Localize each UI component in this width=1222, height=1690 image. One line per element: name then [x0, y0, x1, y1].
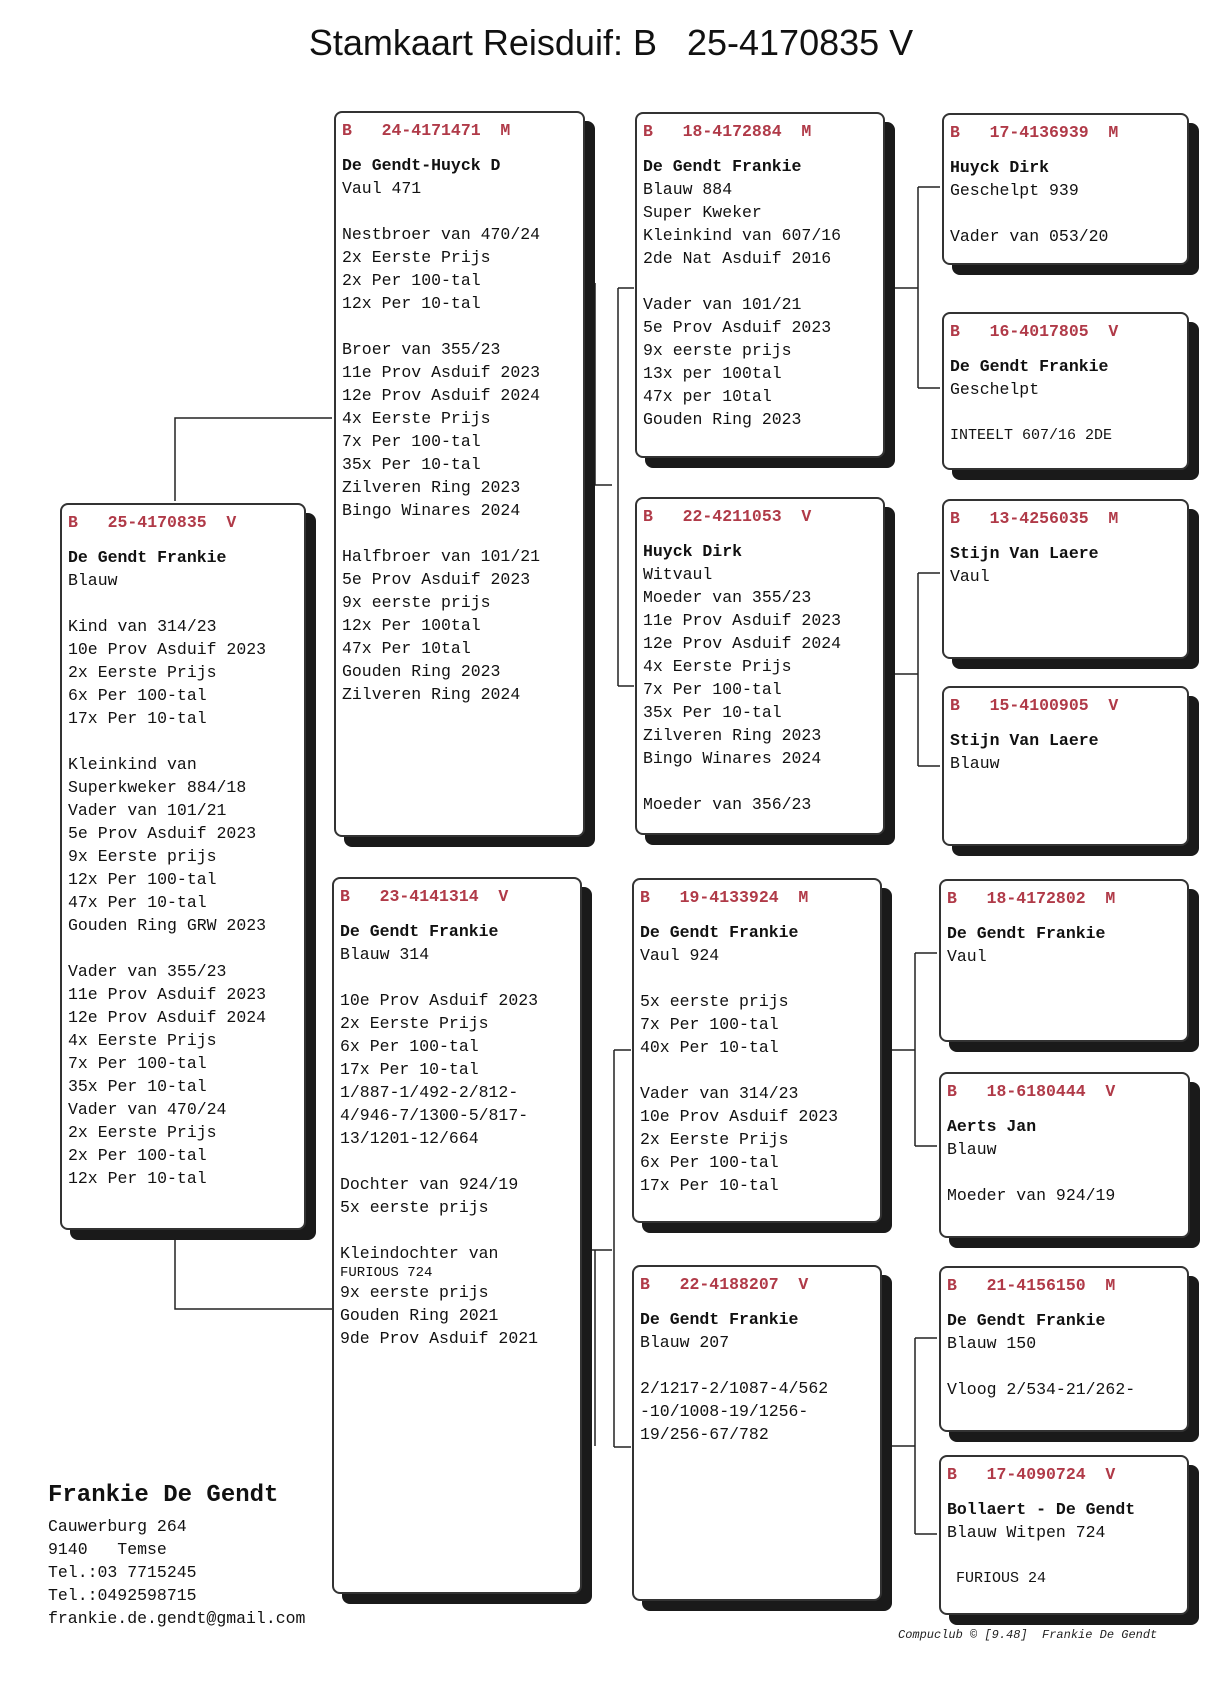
- breeder-name: Stijn Van Laere: [950, 544, 1099, 563]
- detail-line: Moeder van 355/23: [643, 588, 812, 607]
- detail-line: Vader van 053/20: [950, 227, 1109, 246]
- card-details: [950, 179, 1181, 248]
- ring-number: B 19-4133924 M: [640, 888, 809, 907]
- detail-line: 9x eerste prijs: [340, 1283, 489, 1302]
- detail-line: 11e Prov Asduif 2023: [643, 611, 842, 630]
- detail-line: 9de Prov Asduif 2021: [340, 1329, 539, 1348]
- detail-line: [643, 270, 877, 293]
- detail-line: 2x Eerste Prijs: [340, 1014, 489, 1033]
- owner-email[interactable]: frankie.de.gendt@gmail.com: [48, 1609, 306, 1628]
- detail-line: Vader van 470/24: [68, 1100, 227, 1119]
- detail-line: Blauw 150: [947, 1334, 1037, 1353]
- detail-line: Broer van 355/23: [342, 340, 501, 359]
- detail-line: 12x Per 10-tal: [68, 1169, 207, 1188]
- owner-contact: [48, 1482, 305, 1630]
- ring-number: B 17-4090724 V: [947, 1465, 1116, 1484]
- detail-line: Bingo Winares 2024: [643, 749, 822, 768]
- card-details-after: [340, 1281, 574, 1350]
- detail-line: 5e Prov Asduif 2023: [342, 570, 531, 589]
- detail-line: 35x Per 10-tal: [643, 703, 782, 722]
- detail-line: 5e Prov Asduif 2023: [643, 318, 832, 337]
- detail-line: [950, 202, 1181, 225]
- ring-number: B 22-4211053 V: [643, 507, 812, 526]
- breeder-name: De Gendt Frankie: [640, 923, 799, 942]
- ring-number: B 21-4156150 M: [947, 1276, 1116, 1295]
- detail-line: 2x Eerste Prijs: [68, 663, 217, 682]
- detail-line: [68, 592, 298, 615]
- detail-line: Geschelpt 939: [950, 181, 1079, 200]
- detail-line: 2x Eerste Prijs: [68, 1123, 217, 1142]
- detail-line: 17x Per 10-tal: [340, 1060, 479, 1079]
- detail-line: Superkweker 884/18: [68, 778, 247, 797]
- detail-line: 7x Per 100-tal: [643, 680, 782, 699]
- detail-line: Halfbroer van 101/21: [342, 547, 541, 566]
- detail-line: 35x Per 10-tal: [68, 1077, 207, 1096]
- detail-line: Bingo Winares 2024: [342, 501, 521, 520]
- pedigree-card-fff: [942, 113, 1189, 265]
- detail-line: 2x Eerste Prijs: [342, 248, 491, 267]
- detail-line: 10e Prov Asduif 2023: [340, 991, 539, 1010]
- detail-line: 12e Prov Asduif 2024: [342, 386, 541, 405]
- card-details: [640, 1331, 874, 1446]
- detail-line: 47x Per 10tal: [342, 639, 471, 658]
- breeder-name: De Gendt Frankie: [640, 1310, 799, 1329]
- card-details: [640, 944, 874, 1197]
- ring-number: B 23-4141314 V: [340, 887, 509, 906]
- card-details: [947, 1138, 1182, 1207]
- detail-line: Zilveren Ring 2023: [342, 478, 521, 497]
- detail-line: 12x Per 100tal: [342, 616, 481, 635]
- pedigree-card-mm: [632, 1265, 882, 1601]
- detail-line: Vader van 314/23: [640, 1084, 799, 1103]
- detail-line: 9x eerste prijs: [643, 341, 792, 360]
- detail-line: 10e Prov Asduif 2023: [640, 1107, 839, 1126]
- owner-name: Frankie De Gendt: [48, 1482, 279, 1509]
- ring-number: B 18-6180444 V: [947, 1082, 1116, 1101]
- detail-line: Dochter van 924/19: [340, 1175, 519, 1194]
- detail-line: Gouden Ring 2021: [340, 1306, 499, 1325]
- detail-line: [340, 1219, 574, 1242]
- pedigree-card-ff: [635, 112, 885, 458]
- detail-line: Blauw 884: [643, 180, 733, 199]
- detail-line: [340, 1150, 574, 1173]
- detail-line: 4/946-7/1300-5/817-: [340, 1106, 529, 1125]
- pedigree-card-fmf: [942, 499, 1189, 659]
- breeder-name: Aerts Jan: [947, 1117, 1037, 1136]
- detail-line: Blauw 314: [340, 945, 430, 964]
- detail-line: 11e Prov Asduif 2023: [342, 363, 541, 382]
- detail-line: 9x Eerste prijs: [68, 847, 217, 866]
- detail-line: 5x eerste prijs: [340, 1198, 489, 1217]
- breeder-name: De Gendt Frankie: [947, 1311, 1106, 1330]
- breeder-name: De Gendt Frankie: [643, 157, 802, 176]
- detail-line: [342, 200, 577, 223]
- breeder-name: De Gendt Frankie: [950, 357, 1109, 376]
- detail-line: [342, 522, 577, 545]
- ring-number: B 18-4172802 M: [947, 889, 1116, 908]
- detail-line: Blauw: [68, 571, 118, 590]
- detail-line: Nestbroer van 470/24: [342, 225, 541, 244]
- title-label: Stamkaart Reisduif: B: [308, 22, 657, 63]
- ring-number: B 13-4256035 M: [950, 509, 1119, 528]
- card-details: [643, 563, 877, 816]
- detail-line: 40x Per 10-tal: [640, 1038, 779, 1057]
- detail-line: [947, 1161, 1182, 1184]
- ring-number: B 18-4172884 M: [643, 122, 812, 141]
- detail-line: [342, 315, 577, 338]
- detail-line: Blauw 207: [640, 1333, 730, 1352]
- detail-line: 6x Per 100-tal: [68, 686, 207, 705]
- owner-phone: Tel.:03 7715245: [48, 1563, 197, 1582]
- detail-line: 2x Eerste Prijs: [640, 1130, 789, 1149]
- pedigree-card-mmf: [939, 1266, 1189, 1432]
- detail-line: Kleinkind van 607/16: [643, 226, 842, 245]
- breeder-name: De Gendt Frankie: [68, 548, 227, 567]
- detail-line: 5x eerste prijs: [640, 992, 789, 1011]
- detail-line: Vaul: [950, 567, 990, 586]
- detail-line: 47x per 10tal: [643, 387, 772, 406]
- pedigree-card-fmm: [942, 686, 1189, 846]
- breeder-name: Stijn Van Laere: [950, 731, 1099, 750]
- breeder-name: Bollaert - De Gendt: [947, 1500, 1136, 1519]
- detail-line: [68, 730, 298, 753]
- ring-number: B 25-4170835 V: [68, 513, 237, 532]
- detail-line: Witvaul: [643, 565, 713, 584]
- breeder-name: De Gendt Frankie: [340, 922, 499, 941]
- origin-note: FURIOUS 24: [947, 1570, 1047, 1587]
- detail-line: Vader van 355/23: [68, 962, 227, 981]
- ring-number: B 17-4136939 M: [950, 123, 1119, 142]
- detail-line: [640, 1059, 874, 1082]
- detail-line: 2x Per 100-tal: [68, 1146, 207, 1165]
- detail-line: [68, 937, 298, 960]
- detail-line: Vaul 471: [342, 179, 422, 198]
- pedigree-card-mf: [632, 878, 882, 1223]
- detail-line: [640, 1354, 874, 1377]
- detail-line: 2/1217-2/1087-4/562: [640, 1379, 829, 1398]
- detail-line: 12e Prov Asduif 2024: [68, 1008, 267, 1027]
- detail-line: 12x Per 10-tal: [342, 294, 481, 313]
- detail-line: 4x Eerste Prijs: [643, 657, 792, 676]
- detail-line: 19/256-67/782: [640, 1425, 769, 1444]
- detail-line: 5e Prov Asduif 2023: [68, 824, 257, 843]
- card-details: [947, 1332, 1181, 1401]
- detail-line: Kleindochter van: [340, 1244, 499, 1263]
- detail-line: 6x Per 100-tal: [340, 1037, 479, 1056]
- detail-line: 11e Prov Asduif 2023: [68, 985, 267, 1004]
- detail-line: [643, 770, 877, 793]
- detail-line: Kind van 314/23: [68, 617, 217, 636]
- detail-line: Super Kweker: [643, 203, 762, 222]
- detail-line: 10e Prov Asduif 2023: [68, 640, 267, 659]
- detail-line: 7x Per 100-tal: [342, 432, 481, 451]
- card-details: [342, 177, 577, 706]
- ring-number: B 15-4100905 V: [950, 696, 1119, 715]
- detail-line: Gouden Ring 2023: [342, 662, 501, 681]
- card-details: [947, 1521, 1181, 1567]
- detail-line: [640, 967, 874, 990]
- detail-line: Geschelpt: [950, 380, 1040, 399]
- owner-city: 9140 Temse: [48, 1540, 167, 1559]
- card-details: [950, 378, 1181, 424]
- owner-mobile: Tel.:0492598715: [48, 1586, 197, 1605]
- detail-line: 7x Per 100-tal: [640, 1015, 779, 1034]
- detail-line: 2x Per 100-tal: [342, 271, 481, 290]
- detail-line: 13/1201-12/664: [340, 1129, 479, 1148]
- title-ring-number: 25-4170835 V: [686, 22, 914, 63]
- detail-line: Vader van 101/21: [68, 801, 227, 820]
- detail-line: 12x Per 100-tal: [68, 870, 217, 889]
- owner-street: Cauwerburg 264: [48, 1517, 187, 1536]
- card-details: [643, 178, 877, 431]
- detail-line: Zilveren Ring 2023: [643, 726, 822, 745]
- detail-line: -10/1008-19/1256-: [640, 1402, 809, 1421]
- pedigree-card-subject: [60, 503, 306, 1230]
- breeder-name: De Gendt-Huyck D: [342, 156, 501, 175]
- detail-line: Vader van 101/21: [643, 295, 802, 314]
- breeder-name: Huyck Dirk: [643, 542, 743, 561]
- card-details: [950, 752, 1181, 775]
- detail-line: 4x Eerste Prijs: [342, 409, 491, 428]
- detail-line: 12e Prov Asduif 2024: [643, 634, 842, 653]
- detail-line: Vaul: [947, 947, 987, 966]
- detail-line: Kleinkind van: [68, 755, 197, 774]
- detail-line: Blauw Witpen 724: [947, 1523, 1106, 1542]
- ring-number: B 16-4017805 V: [950, 322, 1119, 341]
- card-details: [950, 565, 1181, 588]
- detail-line: 6x Per 100-tal: [640, 1153, 779, 1172]
- detail-line: Vloog 2/534-21/262-: [947, 1380, 1136, 1399]
- detail-line: 4x Eerste Prijs: [68, 1031, 217, 1050]
- pedigree-card-fm: [635, 497, 885, 835]
- detail-line: [947, 1544, 1181, 1567]
- detail-line: 1/887-1/492-2/812-: [340, 1083, 519, 1102]
- pedigree-card-father: [334, 111, 585, 837]
- furious-line: FURIOUS 724: [340, 1265, 433, 1281]
- card-details: [340, 943, 574, 1265]
- detail-line: Vaul 924: [640, 946, 720, 965]
- detail-line: [947, 1355, 1181, 1378]
- ring-number: B 24-4171471 M: [342, 121, 511, 140]
- detail-line: 2de Nat Asduif 2016: [643, 249, 832, 268]
- detail-line: Moeder van 356/23: [643, 795, 812, 814]
- card-details: [68, 569, 298, 1190]
- detail-line: Moeder van 924/19: [947, 1186, 1116, 1205]
- detail-line: Blauw: [950, 754, 1000, 773]
- breeder-name: De Gendt Frankie: [947, 924, 1106, 943]
- detail-line: 35x Per 10-tal: [342, 455, 481, 474]
- detail-line: [950, 401, 1181, 424]
- detail-line: 13x per 100tal: [643, 364, 782, 383]
- detail-line: [340, 966, 574, 989]
- ring-number: B 22-4188207 V: [640, 1275, 809, 1294]
- detail-line: Gouden Ring GRW 2023: [68, 916, 267, 935]
- breeder-name: Huyck Dirk: [950, 158, 1050, 177]
- card-details: [947, 945, 1181, 968]
- pedigree-card-mfm: [939, 1072, 1190, 1238]
- detail-line: 17x Per 10-tal: [640, 1176, 779, 1195]
- detail-line: 7x Per 100-tal: [68, 1054, 207, 1073]
- detail-line: 47x Per 10-tal: [68, 893, 207, 912]
- detail-line: 17x Per 10-tal: [68, 709, 207, 728]
- pedigree-card-mff: [939, 879, 1189, 1042]
- pedigree-card-mmm: [939, 1455, 1189, 1615]
- software-credit: Compuclub © [9.48] Frankie De Gendt: [898, 1628, 1158, 1642]
- detail-line: Zilveren Ring 2024: [342, 685, 521, 704]
- detail-line: Gouden Ring 2023: [643, 410, 802, 429]
- detail-line: 9x eerste prijs: [342, 593, 491, 612]
- detail-line: Blauw: [947, 1140, 997, 1159]
- pedigree-card-ffm: [942, 312, 1189, 470]
- pedigree-card-mother: [332, 877, 582, 1594]
- inbreeding-note: INTEELT 607/16 2DE: [950, 427, 1113, 444]
